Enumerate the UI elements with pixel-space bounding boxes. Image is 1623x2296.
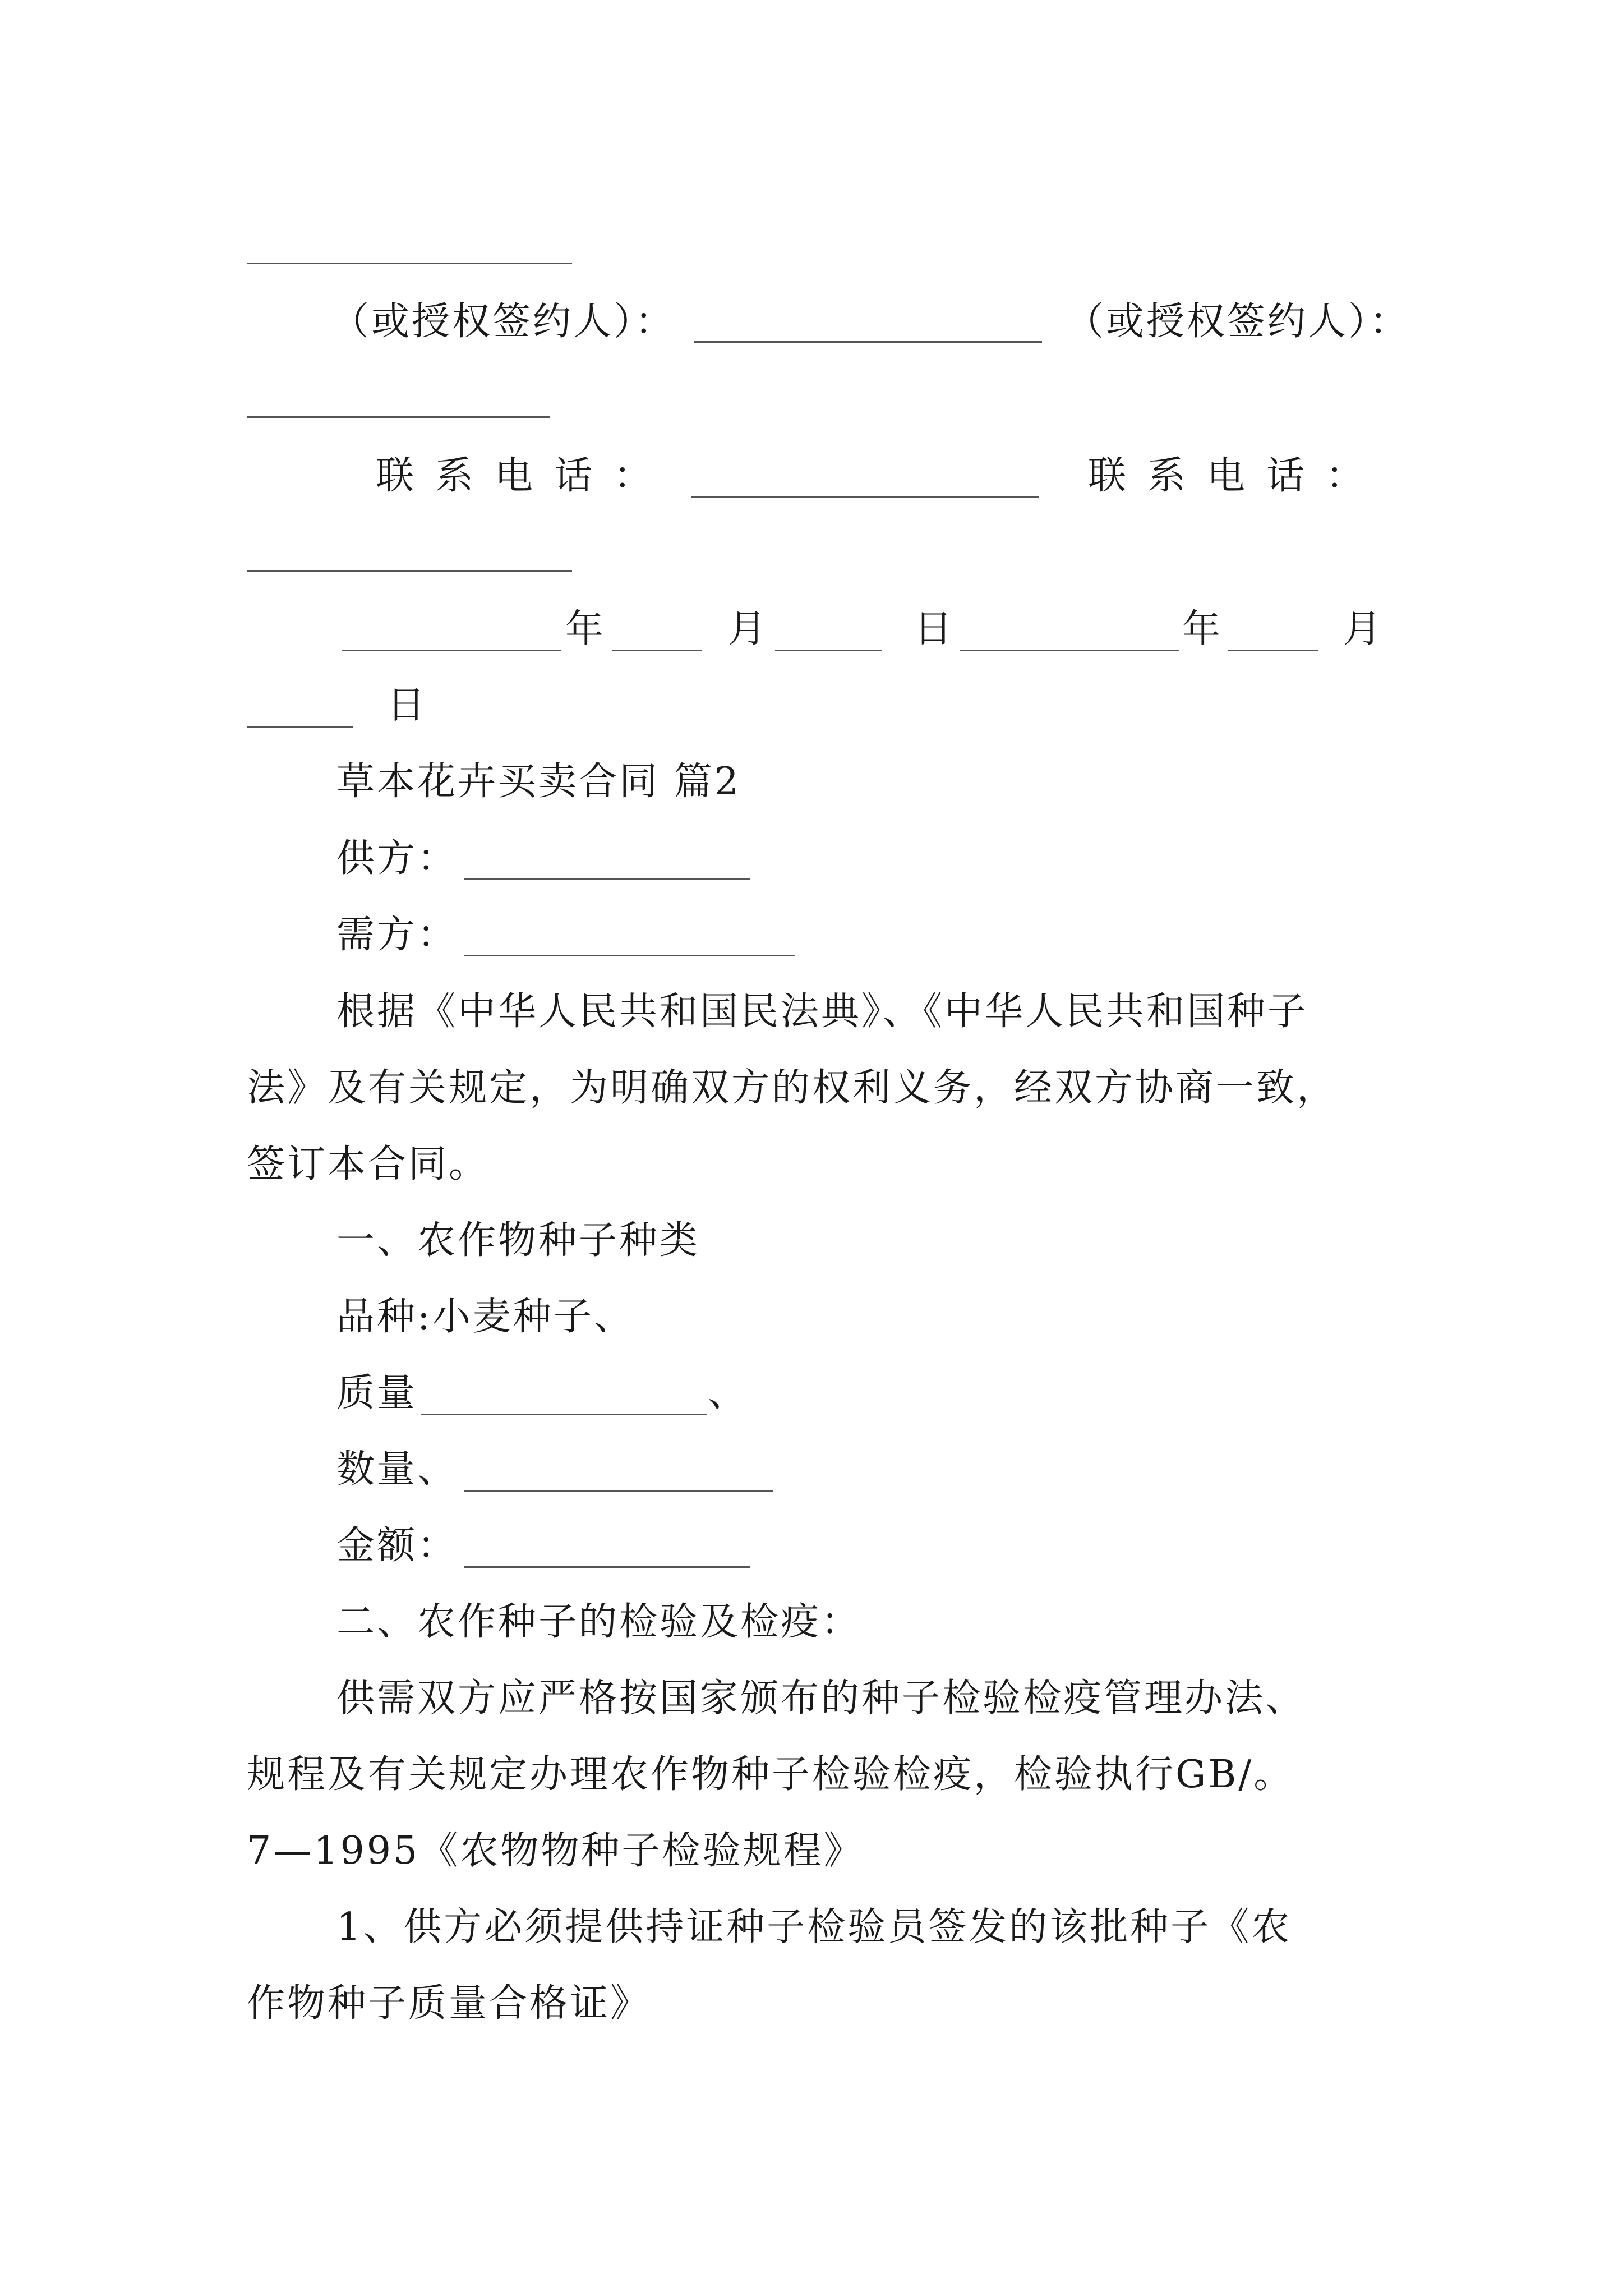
preamble-line-3: 签订本合同。 [247,1142,490,1186]
date-year-left: 年 [565,607,606,651]
auth-signer-blank-left [694,341,1042,343]
date-month-right: 月 [1343,607,1384,651]
auth-signer-label-left: （或授权签约人）： [331,300,676,344]
phone-blank-left [691,496,1039,498]
auth-signer-blank-right [247,416,550,418]
date-year-right: 年 [1182,607,1223,651]
date-month-left: 月 [728,607,769,651]
section-2-paragraph-line-2: 规程及有关规定办理农作物种子检验检疫，检验执行GB/。 [247,1752,1294,1797]
signature-blank-top [247,263,572,264]
section-2-heading: 二、农作种子的检验及检疫： [336,1600,862,1644]
amount-blank [464,1566,750,1568]
buyer-label: 需方： [336,913,458,957]
item-1-line-2: 作物种子质量合格证》 [247,1981,651,2026]
variety-line: 品种:小麦种子、 [336,1295,634,1339]
preamble-line-1: 根据《中华人民共和国民法典》、《中华人民共和国种子 [336,990,1308,1034]
date-day-left: 日 [914,607,955,651]
amount-label: 金额： [336,1524,458,1568]
date-day-right: 日 [387,683,428,728]
auth-signer-label-right: （或授权签约人）： [1066,300,1410,344]
phone-label-right: 联系电话： [1088,454,1386,498]
date-day-blank-left [775,650,882,651]
section-1-heading: 一、农作物种子种类 [336,1218,700,1263]
section-2-paragraph-line-1: 供需双方应严格按国家颁布的种子检验检疫管理办法、 [336,1676,1306,1720]
preamble-line-2: 法》及有关规定，为明确双方的权利义务，经双方协商一致， [247,1066,1338,1110]
date-year-blank-left [342,650,561,651]
phone-label-left: 联系电话： [376,454,674,498]
contract-title: 草本花卉买卖合同 篇2 [336,760,741,804]
quality-blank [421,1414,707,1415]
quality-label: 质量 [336,1371,418,1415]
section-2-paragraph-line-3: 7—1995《农物物种子检验规程》 [247,1829,864,1873]
supplier-label: 供方： [336,836,458,881]
date-day-blank-right [247,726,353,728]
quantity-blank [464,1490,773,1492]
quantity-label: 数量、 [336,1447,458,1492]
phone-blank-right [247,570,572,572]
date-month-blank-left [612,650,702,651]
supplier-blank [464,878,750,880]
date-year-blank-right [960,650,1179,651]
quality-suffix: 、 [708,1371,749,1415]
item-1-line-1: 1、供方必须提供持证种子检验员签发的该批种子《农 [336,1905,1292,1949]
date-month-blank-right [1228,650,1318,651]
buyer-blank [464,955,795,956]
